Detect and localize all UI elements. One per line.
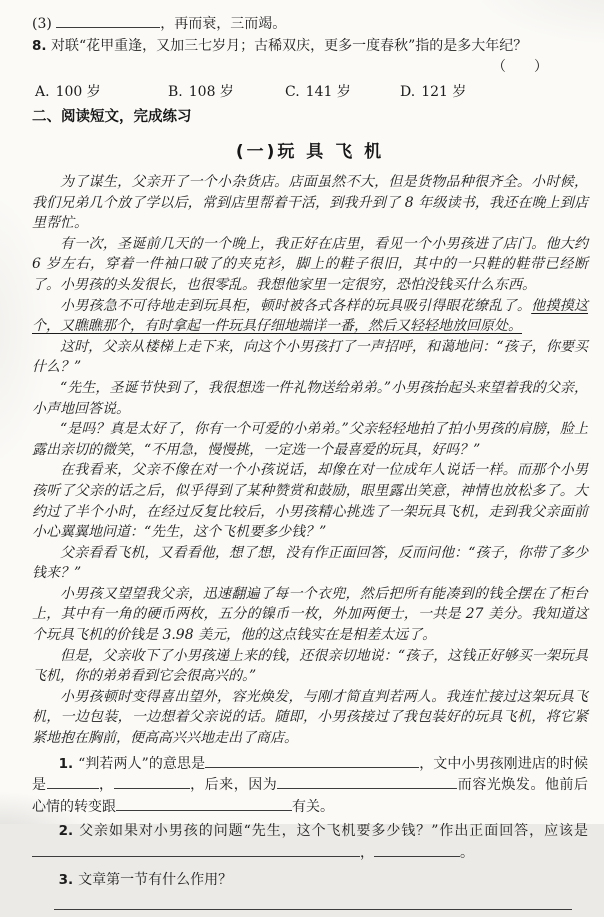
- question-3: [32, 870, 588, 892]
- choice-d-text: 121 岁: [421, 84, 467, 100]
- story-paragraph: 在我看来，父亲不像在对一个小孩说话，却像在对一位成年人说话一样。而那个小男孩听了父亲的话之后，似乎得到了某种赞赏和鼓励，眼里露出笑意，神情也放松多了。大约过了半个小时，在经过反复比较后，小男孩精心挑选了一架玩具飞机，走到我父亲面前小心翼翼地问道：“先生，这个飞机要多少钱？”: [32, 462, 588, 541]
- question-1-number: 1.: [58, 755, 74, 772]
- question-2-text: ，: [360, 844, 374, 861]
- question-1-text: ，: [98, 777, 114, 794]
- answer-blank: [56, 14, 160, 28]
- question-2: [32, 821, 588, 864]
- question-8: [32, 36, 588, 57]
- underlined-sentence: 他摸摸这个，又瞧瞧那个，有时拿起一件玩具仔细地端详一番，然后又轻轻地放回原处。: [32, 297, 589, 335]
- passage-title: (一)玩 具 飞 机: [235, 142, 385, 162]
- question-3-number: 3.: [58, 872, 74, 889]
- choice-d: [400, 82, 466, 102]
- answer-bracket-glyph: （ ）: [492, 59, 548, 75]
- question-1-text: 而容光焕发。他前后心情的转变跟: [32, 777, 589, 815]
- story-paragraph: “是吗？真是太好了，你有一个可爱的小弟弟。”父亲轻轻地拍了拍小男孩的肩膀，脸上露出亲切的微笑，“不用急，慢慢挑，一定选一个最喜爱的玩具，好吗？”: [32, 421, 588, 458]
- question-8-number: 8.: [32, 38, 47, 54]
- question-3-text: 文章第一节有什么作用？: [78, 872, 233, 889]
- item3-text: ，再而衰，三而竭。: [160, 16, 287, 32]
- story-paragraph: 父亲看看飞机，又看看他，想了想，没有作正面回答，反而问他：“孩子，你带了多少钱来？”: [32, 544, 588, 582]
- story-paragraph: 这时，父亲从楼梯上走下来，向这个小男孩打了一声招呼，和蔼地问：“孩子，你要买什么？”: [32, 338, 588, 376]
- answer-blank: [54, 894, 572, 910]
- question-2-text: 。: [460, 844, 474, 861]
- question-2-text: 父亲如果对小男孩的问题“先生，这个飞机要多少钱？”作出正面回答，应该是: [78, 823, 588, 840]
- choice-c: [285, 82, 400, 102]
- answer-blank: [114, 775, 190, 789]
- answer-blank: [47, 775, 99, 789]
- fill-in-item-3: [32, 14, 588, 35]
- question-1-text: ，文中小男孩刚进店的时候是: [32, 755, 588, 794]
- item3-prefix: (3): [32, 16, 52, 32]
- question-8-text: 对联“花甲重逢，又加三七岁月；古稀双庆，更多一度春秋”指的是多大年纪？: [50, 38, 528, 54]
- question-2-number: 2.: [58, 823, 74, 840]
- passage-body: [32, 172, 588, 749]
- story-paragraph: 小男孩又望望我父亲，迅速翻遍了每一个衣兜，然后把所有能凑到的钱全摆在了柜台上，其中有一角的硬币两枚，五分的镍币一枚，外加两便士，一共是 27 美分。我知道这个玩具飞机的价钱是 3.98 美元，他的这点钱实在是相差太远了。: [32, 585, 588, 644]
- answer-blank: [277, 775, 457, 789]
- choice-a: [35, 82, 168, 102]
- story-paragraph: 小男孩顿时变得喜出望外，容光焕发，与刚才简直判若两人。我连忙接过这架玩具飞机，一边包装，一边想着父亲说的话。随即，小男孩接过了我包装好的玩具飞机，将它紧紧地抱在胸前，便高高兴兴地走出了商店。: [32, 688, 588, 747]
- question-1-text: “判若两人”的意思是: [78, 755, 206, 772]
- story-paragraph: 为了谋生，父亲开了一个小杂货店。店面虽然不大，但是货物品种很齐全。小时候，我们兄弟几个放了学以后，常到店里帮着干活，到我升到了 8 年级读书，我还在晚上到店里帮忙。: [32, 174, 588, 232]
- story-paragraph: [32, 296, 588, 337]
- choice-b: [168, 82, 285, 102]
- choice-b-label: B.: [168, 84, 183, 100]
- story-paragraph: “先生，圣诞节快到了，我很想选一件礼物送给弟弟。”小男孩抬起头来望着我的父亲，小声地回答说。: [32, 379, 588, 417]
- story-sentence: 小男孩急不可待地走到玩具柜，顿时被各式各样的玩具吸引得眼花缭乱了。: [60, 297, 532, 314]
- story-paragraph: 有一次，圣诞前几天的一个晚上，我正好在店里，看见一个小男孩进了店门。他大约 6 岁左右，穿着一件袖口破了的夹克衫，脚上的鞋子很旧，其中的一只鞋的鞋带已经断了。小男孩的头发很长，也很零乱。我想他家里一定很穷，恐怕没钱买什么东西。: [32, 235, 588, 293]
- answer-blank: [74, 843, 360, 857]
- question-1-text: 有关。: [292, 798, 334, 815]
- answer-blank: [374, 843, 460, 857]
- question-1-text: ，后来，因为: [189, 777, 278, 794]
- choice-d-label: D.: [400, 84, 416, 100]
- choice-a-text: 100 岁: [55, 84, 101, 100]
- question-1: [32, 754, 588, 819]
- answer-bracket: [32, 57, 588, 77]
- answer-blank: [205, 754, 419, 768]
- answer-blank: [32, 843, 74, 857]
- choice-a-label: A.: [35, 84, 50, 100]
- choice-c-text: 141 岁: [305, 84, 351, 100]
- question-3-answer-line: [32, 894, 588, 917]
- choice-c-label: C.: [285, 84, 300, 100]
- story-paragraph: 但是，父亲收下了小男孩递上来的钱，还很亲切地说：“孩子，这钱正好够买一架玩具飞机，你的弟弟看到它会很高兴的。”: [32, 647, 588, 685]
- choice-b-text: 108 岁: [188, 84, 234, 100]
- question-block: [32, 754, 588, 917]
- section-heading: 二、阅读短文，完成练习: [32, 109, 192, 125]
- choice-row: [32, 82, 588, 102]
- answer-blank: [116, 797, 292, 811]
